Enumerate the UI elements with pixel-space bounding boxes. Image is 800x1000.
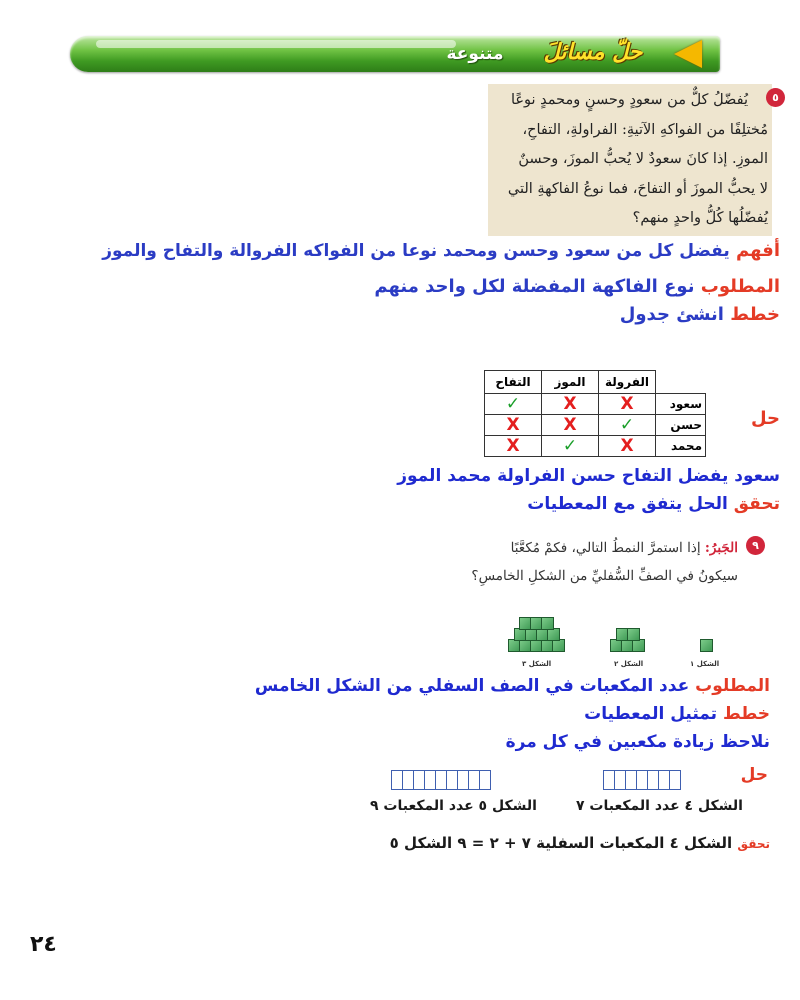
checkmark-icon: ✓ xyxy=(562,436,578,456)
cross-icon: X xyxy=(506,415,520,435)
unit-box xyxy=(457,770,469,790)
table-row-label: سعود xyxy=(656,394,706,415)
plan-9-line xyxy=(584,704,770,724)
checkmark-icon: ✓ xyxy=(619,415,635,435)
unit-box xyxy=(435,770,447,790)
problem-9-text xyxy=(470,534,760,590)
problem-5-line: مُختلِفًا من الفواكهِ الآتيةِ: الفراولةِ، التفاحِ، xyxy=(522,121,768,138)
unit-box xyxy=(479,770,491,790)
plan-9-text: تمثيل المعطيات xyxy=(584,704,718,724)
cube-shape-3 xyxy=(508,606,588,650)
table-header-cell: الفرولة xyxy=(599,371,656,394)
plan-text: انشئ جدول xyxy=(619,304,724,325)
caption-shape-5: الشكل ٥ عدد المكعبات ٩ xyxy=(370,798,537,814)
verify-label: تحقق xyxy=(733,494,780,514)
problem-9-keyword: الجَبرُ: xyxy=(704,540,738,556)
unit-box xyxy=(424,770,436,790)
required-9-text: عدد المكعبات في الصف السفلي من الشكل الخامس xyxy=(254,676,690,696)
problem-5-line: يُفضّلُ كلٌّ من سعودٍ وحسنٍ ومحمدٍ نوعًا xyxy=(510,92,748,108)
preference-table xyxy=(484,370,706,457)
cube-shape-2 xyxy=(610,620,660,650)
banner-title: حلّ مسائلَ xyxy=(543,40,643,65)
unit-box xyxy=(413,770,425,790)
unit-box xyxy=(446,770,458,790)
problem-5-number-badge: ٥ xyxy=(766,88,785,107)
problem-9-line-1-text: إذا استمرَّ النمطُ التالي، فكمْ مُكعَّبًا xyxy=(510,540,701,556)
unit-box xyxy=(603,770,615,790)
solve-label: حل xyxy=(750,408,780,429)
table-cell xyxy=(599,394,656,415)
cube xyxy=(700,639,713,652)
unit-boxes-7 xyxy=(604,770,681,790)
unit-boxes-9 xyxy=(392,770,491,790)
table-row xyxy=(485,394,706,415)
table-cell xyxy=(485,436,542,457)
problem-5-text xyxy=(496,86,768,234)
verify-text: الحل يتفق مع المعطيات xyxy=(527,494,728,514)
unit-box xyxy=(468,770,480,790)
problem-5-line: لا يحبُّ الموزَ أو التفاحَ، فما نوعُ الفاكهةِ التي xyxy=(507,180,768,197)
table-cell xyxy=(599,436,656,457)
cube xyxy=(627,628,640,641)
banner-subtitle: متنوعة xyxy=(446,44,504,64)
cross-icon: X xyxy=(506,436,520,456)
note-9: نلاحظ زيادة مكعبين في كل مرة xyxy=(505,732,770,752)
table-cell xyxy=(542,436,599,457)
page-number: ٢٤ xyxy=(30,932,57,957)
cube-shape-1 xyxy=(700,636,714,650)
caption-shape-4: الشكل ٤ عدد المكعبات ٧ xyxy=(576,798,743,814)
table-cell xyxy=(542,415,599,436)
table-row-label: محمد xyxy=(656,436,706,457)
problem-5-line: الموزِ. إذا كانَ سعودٌ لا يُحبُّ الموزَ، وحسنٌ xyxy=(518,151,768,167)
table-cell xyxy=(485,415,542,436)
required-text: نوع الفاكهة المفضلة لكل واحد منهم xyxy=(374,276,695,297)
unit-box xyxy=(647,770,659,790)
problem-9-number-badge: ٩ xyxy=(746,536,765,555)
table-row-label: حسن xyxy=(656,415,706,436)
problem-9-line-2: سيكونُ في الصفِّ السُّفليِّ من الشكلِ الخامسِ؟ xyxy=(471,568,738,584)
unit-box xyxy=(614,770,626,790)
shape-label-3: الشكل ٣ xyxy=(522,660,552,668)
table-header-row xyxy=(485,371,706,394)
cross-icon: X xyxy=(563,394,577,414)
banner-gloss xyxy=(96,40,456,48)
understand-label: أفهم xyxy=(736,240,780,261)
cross-icon: X xyxy=(620,436,634,456)
table-header-cell: الموز xyxy=(542,371,599,394)
solve-9-label: حل xyxy=(740,765,768,785)
unit-box xyxy=(391,770,403,790)
table-corner xyxy=(656,371,706,394)
table-cell xyxy=(599,415,656,436)
required-line xyxy=(374,276,780,297)
shape-label-2: الشكل ٢ xyxy=(614,660,644,668)
answer-5: سعود يفضل التفاح حسن الفراولة محمد الموز xyxy=(397,466,780,486)
unit-box xyxy=(636,770,648,790)
cross-icon: X xyxy=(563,415,577,435)
unit-box xyxy=(658,770,670,790)
banner-arrow-icon xyxy=(674,40,702,68)
required-label: المطلوب xyxy=(700,276,780,297)
plan-line xyxy=(620,304,780,325)
verify-9-line xyxy=(390,834,770,852)
table-header-cell: التفاح xyxy=(485,371,542,394)
plan-label: خطط xyxy=(730,304,780,325)
cross-icon: X xyxy=(620,394,634,414)
required-9-line xyxy=(255,676,770,696)
problem-9-line-1 xyxy=(470,534,760,562)
table-cell xyxy=(542,394,599,415)
problem-5-line: يُفضّلُها كُلُّ واحدٍ منهم؟ xyxy=(632,210,768,226)
understand-line xyxy=(102,240,780,261)
plan-9-label: خطط xyxy=(722,704,770,724)
understand-text: يفضل كل من سعود وحسن ومحمد نوعا من الفواكه الفروالة والتفاح والموز xyxy=(102,241,730,261)
verify-9-text: الشكل ٤ المكعبات السفلية ٧ + ٢ = ٩ الشكل ٥ xyxy=(389,834,733,852)
verify-line xyxy=(527,494,780,514)
cube xyxy=(541,617,554,630)
unit-box xyxy=(402,770,414,790)
table-row xyxy=(485,415,706,436)
shape-label-1: الشكل ١ xyxy=(690,660,720,668)
unit-box xyxy=(669,770,681,790)
unit-box xyxy=(625,770,637,790)
table-cell xyxy=(485,394,542,415)
checkmark-icon: ✓ xyxy=(505,394,521,414)
verify-9-label: تحقق xyxy=(737,837,770,851)
table-row xyxy=(485,436,706,457)
required-9-label: المطلوب xyxy=(695,676,770,696)
